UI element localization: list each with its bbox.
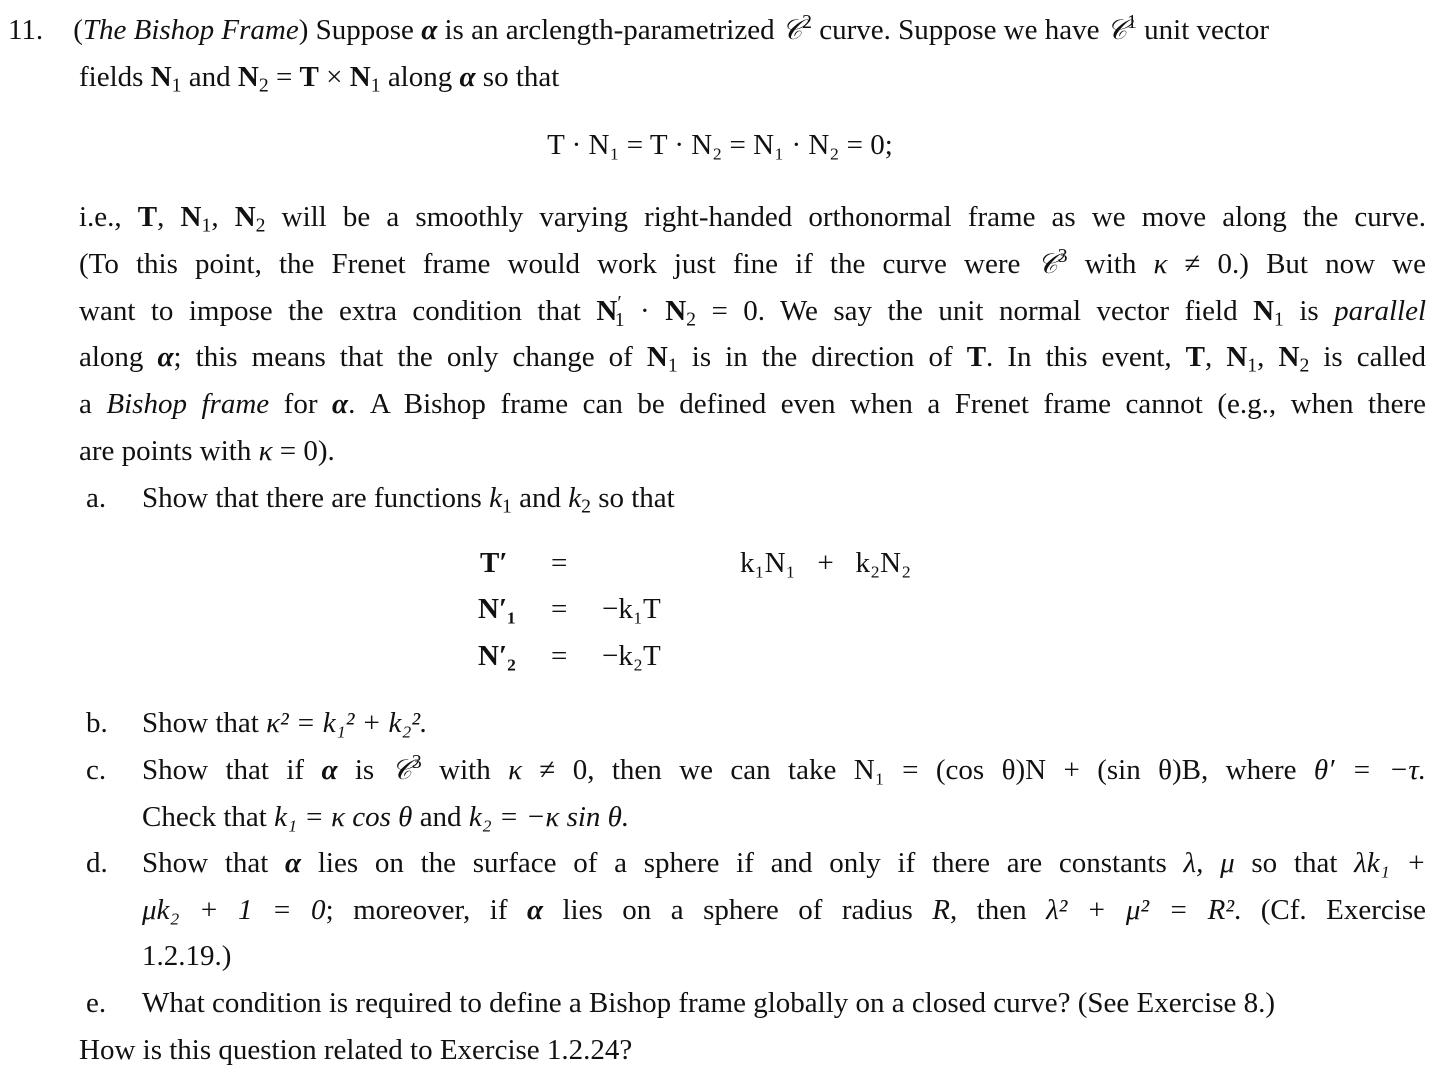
part-d-line-3: 1.2.19.): [142, 940, 232, 972]
system-row3-equals: =: [551, 640, 568, 672]
system-row3-lhs: N′₂: [478, 640, 516, 672]
part-c-label: c.: [86, 754, 107, 786]
part-c-theta: θ′ = −τ.: [1313, 754, 1427, 786]
part-c-line-2: Check that k₁ = κ cos θ and k₂ = −κ sin θ.: [142, 801, 630, 833]
system-row1-lhs: T′: [480, 547, 508, 579]
part-e-label: e.: [86, 987, 107, 1019]
problem-line-2: fields $N_1$ and $N_2 = T \times N_1$ along α so that: [79, 61, 560, 97]
part-c-line-1: Show that if α is 𝒞$^3$ with κ ≠ 0, then we can take N₁ = (cos θ)N + (sin θ)B, where θ′ = −τ.: [142, 751, 1427, 786]
paragraph-line-3: want to impose the extra condition that $N'_1 \cdot N_2 = 0$. We say the unit normal vector field $N_1$ is parallel: [79, 292, 1427, 331]
part-b-formula: κ² = k₁² + k₂².: [266, 707, 428, 739]
part-b-text: Show that κ² = k₁² + k₂².: [142, 707, 428, 739]
problem-title: The Bishop Frame: [82, 14, 299, 46]
part-a-text: Show that there are functions $k_1$ and $k_2$ so that: [142, 482, 675, 518]
paragraph-line-2: (To this point, the Frenet frame would work just fine if the curve were 𝒞$^3$ with κ ≠ 0.) But now we: [79, 245, 1426, 280]
paragraph-line-5: a Bishop frame for α. A Bishop frame can be defined even when a Frenet frame cannot (e.g., when there: [79, 388, 1426, 420]
paragraph-line-6: are points with κ = 0).: [79, 435, 335, 467]
paragraph-line-1: i.e., T, $N_1$, $N_2$ will be a smoothly varying right-handed orthonormal frame as we move along the curve.: [79, 201, 1427, 237]
problem-number: 11.: [8, 14, 44, 46]
system-row1-equals: =: [551, 547, 568, 579]
part-d-line-1: Show that α lies on the surface of a sphere if and only if there are constants λ, μ so that λk₁ +: [142, 847, 1426, 879]
system-row2-lhs: N′₁: [478, 593, 516, 625]
system-row1-rhs: k₁N₁ + k₂N₂: [740, 547, 912, 579]
orthonormal-equation: T · N₁ = T · N₂ = N₁ · N₂ = 0;: [547, 129, 893, 161]
part-e-line-1: What condition is required to define a Bishop frame globally on a closed curve? (See Exercise 8.): [142, 987, 1276, 1019]
part-d-line-2: μk₂ + 1 = 0; moreover, if α lies on a sphere of radius R, then λ² + μ² = R². (Cf. Exercise: [142, 894, 1426, 926]
problem-line-1: 11. (The Bishop Frame) Suppose α is an arclength-parametrized 𝒞$^2$ curve. Suppose we have 𝒞$^1$ unit vector: [8, 11, 1269, 46]
part-c-formula: N₁ = (cos θ)N + (sin θ)B: [853, 754, 1202, 786]
part-e-line-2: How is this question related to Exercise 1.2.24?: [79, 1034, 633, 1066]
system-row2-equals: =: [551, 593, 568, 625]
part-d-label: d.: [86, 847, 108, 879]
paragraph-line-4: along α; this means that the only change of $N_1$ is in the direction of T. In this event, T, $N_1$, $N_2$ is called: [79, 341, 1427, 377]
part-b-label: b.: [86, 707, 108, 739]
system-row3-rhs: −k₂T: [602, 640, 661, 672]
system-row2-rhs: −k₁T: [602, 593, 661, 625]
part-a-label: a.: [86, 482, 107, 514]
